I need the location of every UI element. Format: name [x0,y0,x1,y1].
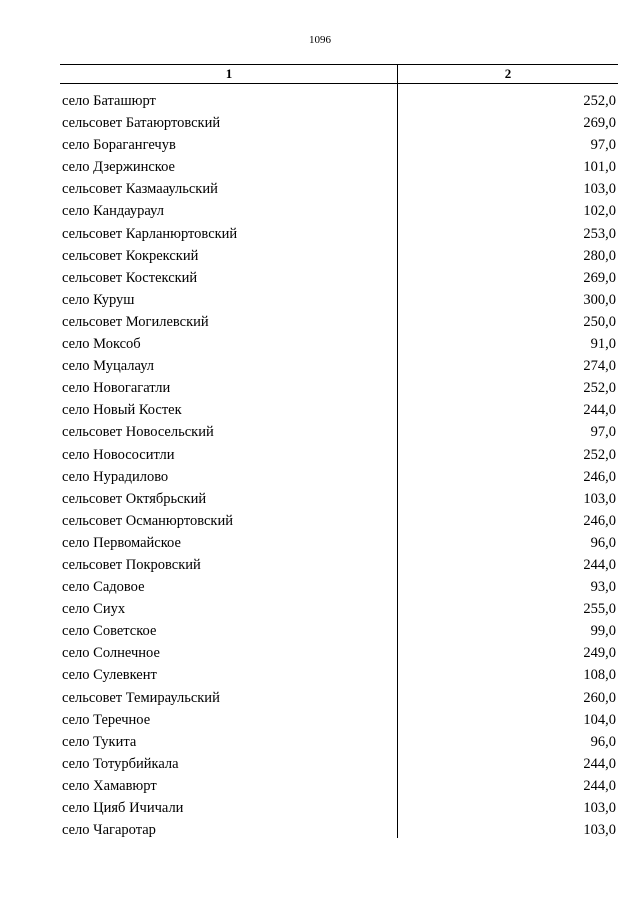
settlement-value: 274,0 [583,358,616,375]
settlement-name: село Чагаротар [62,822,156,839]
table-row [60,289,618,311]
settlement-name: село Солнечное [62,645,160,662]
table-row [60,399,618,421]
table-row [60,311,618,333]
settlement-name: село Тотурбийкала [62,755,179,772]
settlement-value: 104,0 [583,711,616,728]
settlement-name: село Тукита [62,733,137,750]
settlement-name: сельсовет Карланюртовский [62,225,238,242]
settlement-value: 93,0 [590,579,616,596]
table-row [60,576,618,598]
settlement-name: село Баташюрт [62,93,156,109]
settlement-value: 244,0 [583,402,616,419]
settlement-name: село Теречное [62,711,151,728]
settlement-value: 97,0 [590,137,616,154]
settlement-name: сельсовет Покровский [62,556,201,573]
settlement-value: 280,0 [583,247,616,264]
settlement-value: 300,0 [583,291,616,308]
table-row [60,664,618,686]
table-row [60,731,618,753]
settlement-name: сельсовет Казмааульский [62,181,218,198]
table-row [60,421,618,443]
table-row [60,775,618,797]
table-row [60,200,618,222]
table-row [60,245,618,267]
settlement-value: 269,0 [583,269,616,286]
table-row [60,488,618,510]
data-table [60,64,618,841]
settlement-value: 246,0 [583,468,616,485]
table-row [60,267,618,289]
table-row [60,355,618,377]
page-number: 1096 [309,34,331,46]
table-row [60,642,618,664]
settlement-name: село Куруш [62,291,135,308]
table-row [60,223,618,245]
settlement-value: 97,0 [590,424,616,441]
column-header-2: 2 [504,66,512,81]
table-row [60,156,618,178]
settlement-value: 102,0 [583,203,616,220]
settlement-name: село Хамавюрт [62,777,157,794]
table-row [60,377,618,399]
settlement-name: село Сиух [62,601,126,618]
table-row [60,333,618,355]
settlement-name: село Цияб Ичичали [62,800,184,816]
settlement-value: 103,0 [583,800,616,816]
table-row [60,178,618,200]
settlement-name: село Новогагатли [62,380,171,397]
settlement-name: село Дзержинское [62,159,175,176]
settlement-name: село Моксоб [62,336,141,353]
settlement-value: 96,0 [590,534,616,551]
table-row [60,90,618,112]
table-row [60,687,618,709]
table-row [60,554,618,576]
table-row [60,797,618,819]
settlement-name: село Нурадилово [62,468,169,485]
settlement-value: 244,0 [583,755,616,772]
settlement-name: сельсовет Могилевский [62,313,209,330]
table-row [60,709,618,731]
settlement-value: 249,0 [583,645,616,662]
settlement-name: село Садовое [62,579,145,596]
settlement-name: сельсовет Новосельский [62,424,214,441]
settlement-value: 252,0 [583,446,616,463]
settlement-name: сельсовет Темираульский [62,689,220,706]
settlement-name: село Первомайское [62,534,181,551]
settlement-name: село Муцалаул [62,358,155,375]
table-row [60,620,618,642]
settlement-value: 260,0 [583,689,616,706]
settlement-value: 252,0 [583,93,616,109]
column-header-1: 1 [225,66,233,81]
settlement-name: село Борагангечув [62,137,176,154]
settlement-value: 246,0 [583,512,616,529]
table-row [60,134,618,156]
table-row [60,466,618,488]
settlement-name: сельсовет Кокрекский [62,247,199,264]
settlement-value: 96,0 [590,733,616,750]
table-header [60,64,618,84]
table-row [60,112,618,134]
settlement-value: 103,0 [583,181,616,198]
settlement-value: 269,0 [583,115,616,132]
settlement-name: сельсовет Костекский [62,269,198,286]
table-row [60,444,618,466]
settlement-name: село Новососитли [62,446,175,463]
settlement-value: 91,0 [590,336,616,353]
settlement-name: сельсовет Османюртовский [62,512,233,529]
table-row [60,532,618,554]
settlement-name: село Кандаураул [62,203,164,220]
settlement-value: 250,0 [583,313,616,330]
table-row [60,819,618,841]
settlement-name: сельсовет Октябрьский [62,490,207,507]
settlement-value: 244,0 [583,777,616,794]
settlement-name: село Советское [62,623,157,640]
table-body [60,90,618,841]
settlement-name: сельсовет Батаюртовский [62,115,221,132]
settlement-value: 253,0 [583,225,616,242]
settlement-value: 103,0 [583,490,616,507]
settlement-value: 255,0 [583,601,616,618]
settlement-value: 99,0 [590,623,616,640]
table-row [60,598,618,620]
settlement-name: село Новый Костек [62,402,182,419]
settlement-value: 108,0 [583,667,616,684]
settlement-value: 103,0 [583,822,616,839]
settlement-value: 244,0 [583,556,616,573]
table-row [60,510,618,532]
settlement-name: село Сулевкент [62,667,157,684]
settlement-value: 252,0 [583,380,616,397]
settlement-value: 101,0 [583,159,616,176]
table-row [60,753,618,775]
